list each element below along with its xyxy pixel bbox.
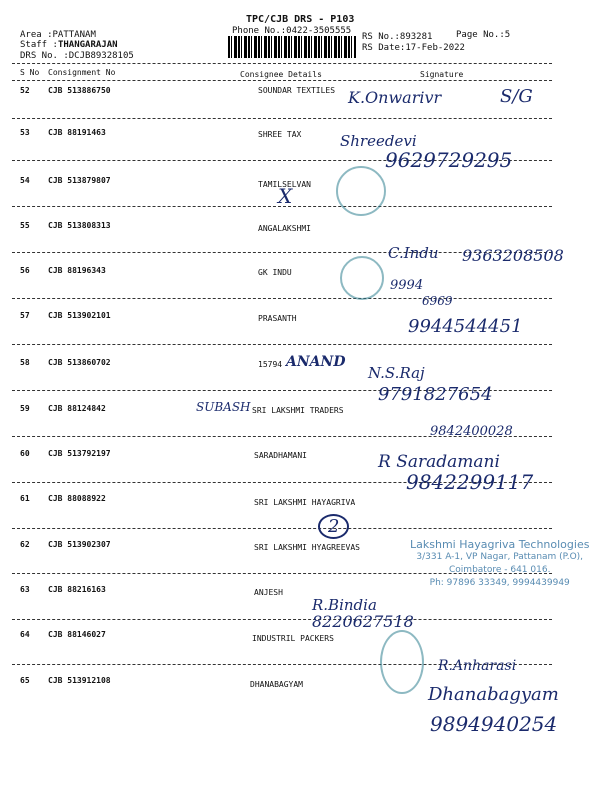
row-sno: 65 [20, 676, 30, 685]
handwritten-name: SUBASH [196, 400, 251, 414]
row-consignee: SOUNDAR TEXTILES [258, 86, 336, 95]
row-consignee: SARADHAMANI [254, 451, 307, 460]
row-consignment: CJB 513886750 [48, 86, 111, 95]
round-seal-stamp [340, 256, 384, 300]
row-sno: 59 [20, 404, 30, 413]
row-consignment: CJB 88146027 [48, 630, 106, 639]
stamp-company: Lakshmi Hayagriva Technologies [410, 538, 590, 551]
row-consignee: INDUSTRIL PACKERS [252, 634, 334, 643]
row-divider [12, 619, 552, 620]
col-header-consignee: Consignee Details [240, 70, 322, 79]
row-consignee: SHREE TAX [258, 130, 302, 139]
row-divider [12, 298, 552, 299]
row-consignment: CJB 513860702 [48, 358, 111, 367]
handwritten-phone: 9629729295 [385, 148, 513, 172]
row-consignee: SRI LAKSHMI HAYAGRIVA [254, 498, 356, 507]
row-sno: 56 [20, 266, 30, 275]
handwritten-name: R Saradamani [378, 452, 500, 472]
round-seal-stamp [380, 630, 424, 694]
rs-number: RS No.:893281 [362, 32, 433, 42]
area-field: Area :PATTANAM [20, 30, 96, 40]
handwritten-phone: 9842400028 [430, 424, 513, 439]
row-consignee: GK INDU [258, 268, 292, 277]
col-header-signature: Signature [420, 70, 464, 79]
row-consignee: PRASANTH [258, 314, 297, 323]
stamp-phone: Ph: 97896 33349, 9994439949 [429, 578, 570, 588]
handwritten-phone: 9363208508 [462, 246, 564, 265]
row-consignment: CJB 513902307 [48, 540, 111, 549]
barcode [228, 36, 356, 58]
rs-date: RS Date:17-Feb-2022 [362, 43, 465, 53]
handwritten-phone: 9944544451 [408, 316, 523, 337]
row-consignee: ANJESH [254, 588, 283, 597]
row-divider [12, 344, 552, 345]
row-sno: 60 [20, 449, 30, 458]
handwritten-mark: 2 [318, 514, 349, 539]
row-sno: 57 [20, 311, 30, 320]
row-consignment: CJB 88196343 [48, 266, 106, 275]
row-sno: 61 [20, 494, 30, 503]
handwritten-name: Shreedevi [340, 132, 417, 150]
round-seal-stamp [336, 166, 386, 216]
row-consignment: CJB 88088922 [48, 494, 106, 503]
row-sno: 64 [20, 630, 30, 639]
handwritten-mark: S/G [500, 86, 533, 107]
row-sno: 55 [20, 221, 30, 230]
row-consignee: TAMILSELVAN [258, 180, 311, 189]
column-divider [12, 80, 552, 81]
handwritten-name: C.Indu [388, 244, 439, 262]
staff-label: Staff : [20, 40, 58, 50]
handwritten-signature: R.Anharasi [438, 658, 517, 674]
row-consignment: CJB 513879807 [48, 176, 111, 185]
col-header-sno: S No [20, 68, 40, 77]
row-sno: 54 [20, 176, 30, 185]
sheet-title: TPC/CJB DRS - P103 [246, 14, 355, 25]
handwritten-name: R.Bindia [312, 596, 377, 614]
handwritten-note: 9994 [390, 278, 424, 293]
handwritten-phone: 9894940254 [430, 712, 558, 736]
row-divider [12, 528, 552, 529]
drs-number: DRS No. :DCJB89328105 [20, 51, 134, 61]
row-consignment: CJB 88216163 [48, 585, 106, 594]
row-sno: 63 [20, 585, 30, 594]
row-consignment: CJB 513808313 [48, 221, 111, 230]
row-consignment: CJB 513902101 [48, 311, 111, 320]
stamp-address-line-2: Coimbatore - 641 016. [449, 565, 551, 575]
page-number: Page No.:5 [456, 30, 511, 40]
company-stamp [410, 538, 589, 590]
handwritten-mark: X [278, 184, 293, 208]
handwritten-name: ANAND [286, 354, 346, 370]
row-divider [12, 118, 552, 119]
row-consignment: CJB 88191463 [48, 128, 106, 137]
handwritten-phone: 9791827654 [378, 384, 493, 405]
row-consignee: ANGALAKSHMI [258, 224, 311, 233]
handwritten-signature: K.Onwarivr [348, 88, 442, 107]
row-sno: 52 [20, 86, 30, 95]
handwritten-note: 6969 [422, 294, 453, 308]
staff-name: THANGARAJAN [57, 40, 118, 50]
row-consignee: 15794 [258, 360, 283, 369]
row-consignment: CJB 513912108 [48, 676, 111, 685]
col-header-consignment: Consignment No [48, 68, 116, 77]
row-sno: 53 [20, 128, 30, 137]
row-consignee: SRI LAKSHMI TRADERS [252, 406, 344, 415]
row-consignment: CJB 513792197 [48, 449, 111, 458]
staff-field [20, 40, 118, 50]
handwritten-phone: 9842299117 [406, 470, 534, 494]
stamp-address-line-1: 3/331 A-1, VP Nagar, Pattanam (P.O), [416, 552, 584, 562]
row-consignee: DHANABAGYAM [250, 680, 303, 689]
row-consignee: SRI LAKSHMI HYAGREEVAS [254, 543, 360, 552]
row-sno: 62 [20, 540, 30, 549]
header-divider [12, 63, 552, 64]
handwritten-name: Dhanabagyam [428, 684, 559, 705]
handwritten-signature: N.S.Raj [368, 364, 425, 382]
phone-number: Phone No.:0422-3505555 [232, 26, 352, 36]
row-sno: 58 [20, 358, 30, 367]
row-consignment: CJB 88124842 [48, 404, 106, 413]
handwritten-phone: 8220627518 [312, 612, 414, 631]
